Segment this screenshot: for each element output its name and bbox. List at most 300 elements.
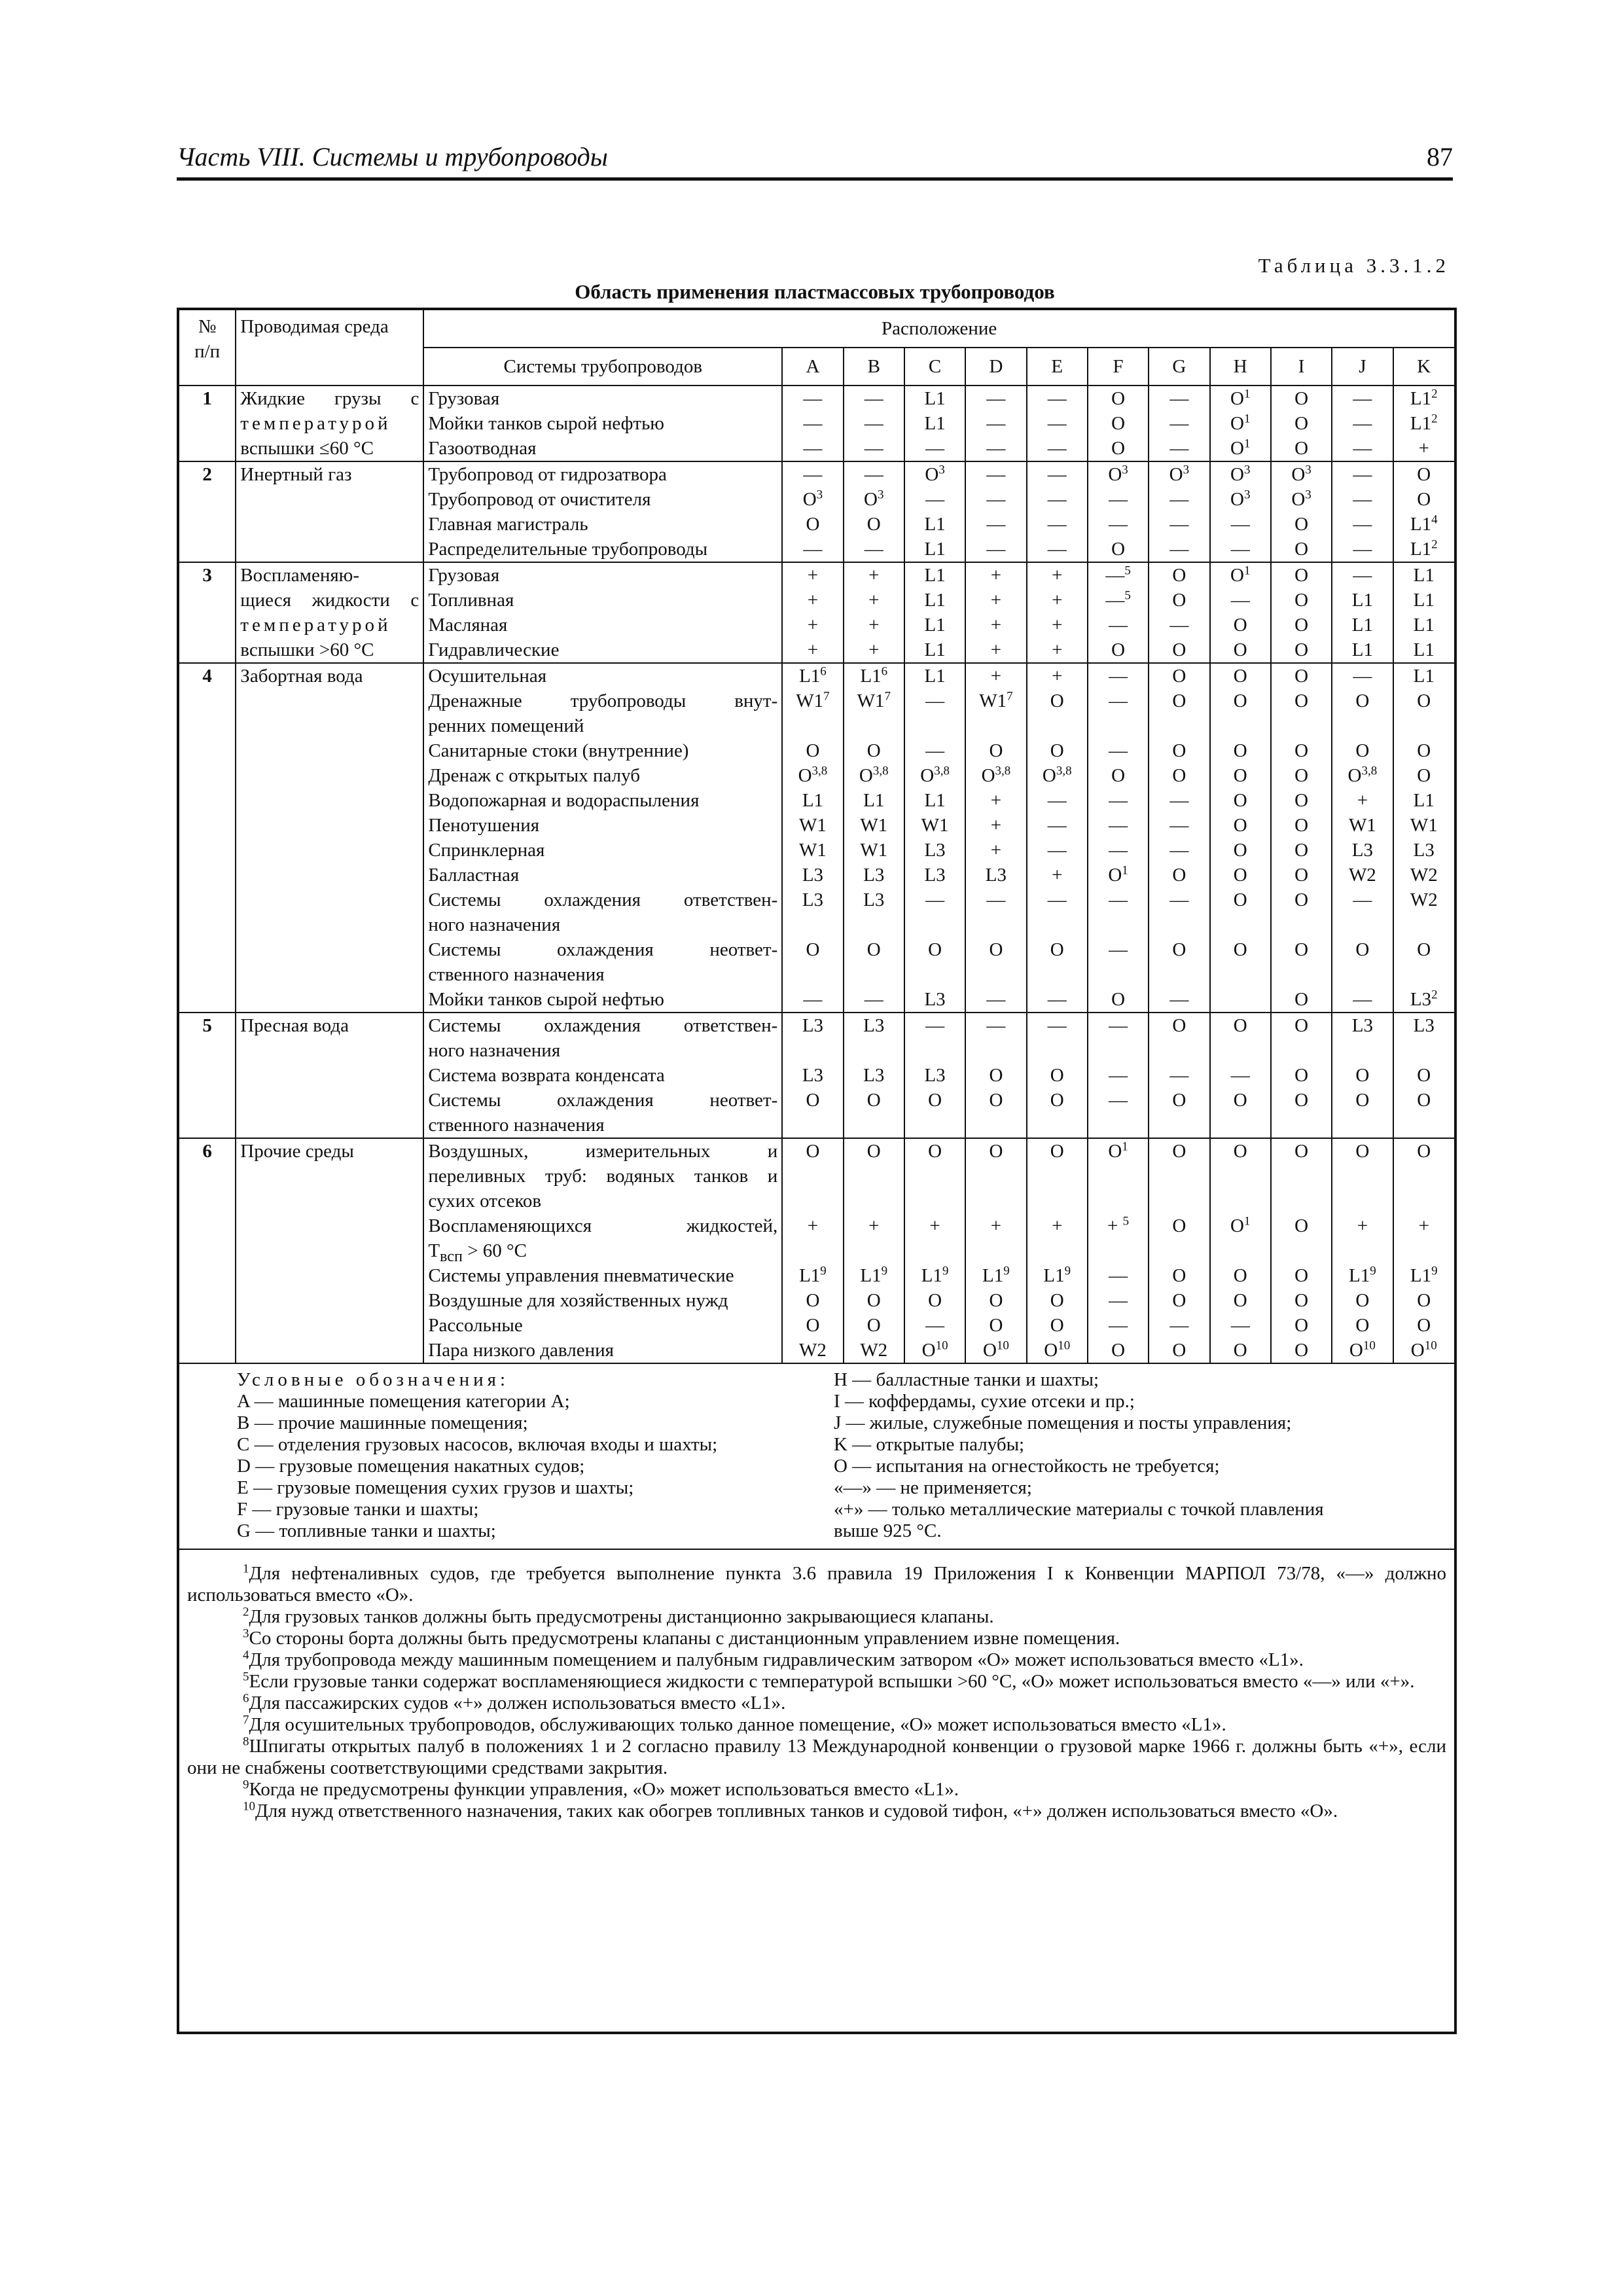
cell-value: — — [986, 989, 1006, 1010]
cell-value: $O^1$ — [1230, 412, 1251, 434]
cell-value: + — [868, 565, 880, 586]
cell-value: + — [807, 639, 819, 660]
cell-value: O — [1172, 1215, 1186, 1236]
cell-value: + — [1418, 438, 1429, 459]
system-name-line: ственного назначения — [428, 964, 605, 985]
cell-value: $L1^2$ — [1410, 537, 1438, 560]
cell-value: + — [990, 815, 1002, 836]
cell-value: O — [1233, 889, 1247, 910]
group-row — [179, 1138, 1454, 1363]
location-column-g — [1149, 461, 1209, 562]
cell-value: L1 — [1413, 615, 1435, 636]
cell-value: O — [1294, 388, 1309, 409]
cell-value: — — [864, 464, 883, 485]
cell-value: O — [1417, 939, 1431, 960]
cell-value: — — [1109, 691, 1128, 711]
cell-value: — — [1109, 790, 1128, 811]
cell-value: W2 — [1410, 865, 1438, 886]
cell-value: L3 — [863, 1065, 885, 1086]
column-header-e: E — [1027, 348, 1088, 386]
cell-value: — — [1109, 1015, 1128, 1036]
location-column-b — [844, 461, 904, 562]
system-name-line: Санитарные стоки (внутренние) — [428, 740, 689, 761]
system-name-line: Масляная — [428, 615, 508, 636]
legend-item: F — грузовые танки и шахты; — [237, 1499, 479, 1520]
medium-line: температурой — [240, 413, 391, 434]
location-column-b — [844, 386, 904, 461]
cell-value: $L1^6$ — [799, 664, 827, 687]
cell-value: L1 — [802, 790, 824, 811]
cell-value: L1 — [1351, 615, 1373, 636]
location-column-i — [1271, 1013, 1332, 1138]
medium-line: Инертный газ — [240, 464, 352, 485]
cell-value: O — [1050, 1290, 1064, 1311]
group-row — [179, 562, 1454, 663]
system-name-line: $Т_{всп} > 60$ °С — [428, 1240, 527, 1265]
cell-value: — — [1353, 514, 1372, 535]
system-name-line: переливных труб: водяных танков и — [428, 1166, 778, 1187]
cell-value: — — [986, 889, 1006, 910]
cell-value: W1 — [1410, 815, 1438, 836]
location-column-h — [1210, 386, 1271, 461]
cell-value: O — [1172, 1340, 1186, 1361]
cell-value: — — [1169, 790, 1189, 811]
cell-value: O — [866, 1290, 881, 1311]
system-name-line: Мойки танков сырой нефтью — [428, 413, 664, 434]
group-medium — [236, 1013, 423, 1138]
cell-value: — — [1169, 388, 1189, 409]
group-number: 1 — [179, 386, 236, 461]
cell-value: $O^{10}$ — [1349, 1338, 1376, 1361]
cell-value: $L1^9$ — [799, 1264, 827, 1286]
location-column-j — [1332, 1138, 1393, 1363]
location-column-k — [1393, 461, 1454, 562]
cell-value: L1 — [924, 790, 946, 811]
cell-value: O — [1355, 1141, 1370, 1162]
location-column-d — [965, 1013, 1026, 1138]
cell-value: O — [1233, 939, 1247, 960]
medium-line: Пресная вода — [240, 1015, 349, 1036]
cell-value: — — [1109, 1265, 1128, 1286]
footnote: $^6$Для пассажирских судов «+» должен использоваться вместо «L1». — [243, 1691, 786, 1713]
cell-value: — — [1047, 815, 1067, 836]
cell-value: W2 — [1348, 865, 1376, 886]
cell-value: O$^{3,8}$ — [1042, 764, 1072, 786]
cell-value — [1211, 987, 1270, 1012]
cell-value: O — [1233, 1265, 1247, 1286]
cell-value: L1 — [1413, 790, 1435, 811]
cell-value: L3 — [802, 1015, 824, 1036]
cell-value: L3 — [1351, 1015, 1373, 1036]
header-medium: Проводимая среда — [236, 310, 423, 386]
cell-value: — — [1169, 989, 1189, 1010]
location-column-d — [965, 386, 1026, 461]
cell-value: O — [1417, 691, 1431, 711]
cell-value: L1 — [924, 539, 946, 560]
cell-value: O — [1294, 989, 1309, 1010]
system-name-line: Топливная — [428, 590, 514, 611]
legend-item: A — машинные помещения категории A; — [237, 1391, 570, 1412]
cell-value: — — [1047, 889, 1067, 910]
group-row — [179, 461, 1454, 562]
cell-value: O — [1294, 590, 1309, 611]
location-column-g — [1149, 1013, 1209, 1138]
cell-value: O — [1294, 765, 1309, 786]
cell-value: — — [1109, 1065, 1128, 1086]
cell-value: L3 — [1413, 1015, 1435, 1036]
group-row — [179, 663, 1454, 1013]
cell-value: O — [928, 939, 942, 960]
location-column-f — [1088, 562, 1149, 663]
system-name-line: Дренажные трубопроводы внут- — [428, 691, 778, 711]
cell-value: — — [925, 1015, 945, 1036]
cell-value: L3 — [985, 865, 1007, 886]
cell-value: + — [990, 666, 1002, 687]
cell-value: $O^1$ — [1108, 1139, 1128, 1162]
cell-value: O$^{3,8}$ — [859, 764, 889, 786]
cell-value: + — [1357, 790, 1368, 811]
cell-value: L1 — [1413, 565, 1435, 586]
cell-value: — — [864, 388, 883, 409]
cell-value: O — [1172, 691, 1186, 711]
cell-value: O — [1294, 1141, 1309, 1162]
location-column-f — [1088, 461, 1149, 562]
footnote: $^9$Когда не предусмотрены функции управления, «O» может использоваться вместо «L1». — [243, 1778, 959, 1800]
cell-value: O — [1294, 639, 1309, 660]
location-column-i — [1271, 562, 1332, 663]
cell-value: — — [1353, 989, 1372, 1010]
cell-value: — — [1047, 790, 1067, 811]
cell-value: O — [928, 1290, 942, 1311]
cell-value: $L1^2$ — [1410, 387, 1438, 409]
cell-value: O — [866, 1315, 881, 1336]
system-name-line: Рассольные — [428, 1315, 523, 1336]
cell-value: + — [990, 840, 1002, 861]
location-column-c — [904, 562, 965, 663]
cell-value: $W1^7$ — [979, 689, 1013, 711]
location-column-e — [1027, 1013, 1088, 1138]
location-column-d — [965, 1138, 1026, 1363]
location-column-e — [1027, 663, 1088, 1013]
system-name-line: Пара низкого давления — [428, 1340, 614, 1361]
system-name-line: Трубопровод от гидрозатвора — [428, 464, 667, 485]
cell-value: O — [1233, 1290, 1247, 1311]
cell-value: O — [866, 1090, 881, 1111]
legend-item: O — испытания на огнестойкость не требуется; — [834, 1456, 1220, 1477]
footnote: $^5$Если грузовые танки содержат воспламеняющиеся жидкости с температурой вспышки >60 °С, «O» может использоваться вместо «—» или «+». — [243, 1670, 1415, 1692]
cell-value: O — [1294, 438, 1309, 459]
cell-value: O — [1294, 865, 1309, 886]
location-column-k — [1393, 562, 1454, 663]
legend — [179, 1364, 1454, 1550]
cell-value: + — [1357, 1215, 1368, 1236]
location-column-c — [904, 663, 965, 1013]
cell-value: O — [1294, 1015, 1309, 1036]
cell-value: O — [806, 1315, 820, 1336]
location-column-b — [844, 1138, 904, 1363]
location-column-i — [1271, 461, 1332, 562]
applicability-table — [179, 310, 1454, 1364]
cell-value: — — [1047, 514, 1067, 535]
table-frame — [177, 308, 1457, 2034]
group-row — [179, 1013, 1454, 1138]
cell-value: — — [1353, 666, 1372, 687]
cell-value: + — [1052, 615, 1063, 636]
cell-value: + — [990, 1215, 1002, 1236]
location-column-e — [1027, 1138, 1088, 1363]
cell-value: O — [1294, 939, 1309, 960]
cell-value: O — [1355, 939, 1370, 960]
column-header-j: J — [1332, 348, 1393, 386]
system-name-line: Газоотводная — [428, 438, 537, 459]
cell-value: — — [864, 413, 883, 434]
footnote: $^2$Для грузовых танков должны быть предусмотрены дистанционно закрывающиеся клапаны. — [243, 1605, 994, 1627]
system-name-line: Воспламеняющихся жидкостей, — [428, 1215, 778, 1236]
cell-value: O — [806, 740, 820, 761]
cell-value: — — [1169, 1065, 1189, 1086]
cell-value: — — [1169, 413, 1189, 434]
cell-value: L3 — [924, 865, 946, 886]
cell-value: — — [1109, 489, 1128, 510]
cell-value: — — [1047, 489, 1067, 510]
location-column-f — [1088, 1138, 1149, 1363]
cell-value: — — [1047, 539, 1067, 560]
location-column-e — [1027, 386, 1088, 461]
cell-value: + — [868, 615, 880, 636]
cell-value: $O^3$ — [925, 463, 945, 485]
group-number: 4 — [179, 663, 236, 1013]
cell-value: — — [1353, 565, 1372, 586]
cell-value: O — [1294, 740, 1309, 761]
medium-line: вспышки ≤60 °С — [240, 438, 374, 459]
cell-value: + — [868, 639, 880, 660]
cell-value: — — [925, 740, 945, 761]
cell-value: — — [803, 438, 823, 459]
cell-value: O — [1233, 1340, 1247, 1361]
location-column-k — [1393, 386, 1454, 461]
system-name-line: Пенотушения — [428, 815, 540, 836]
footnote: $^3$Со стороны борта должны быть предусмотрены клапаны с дистанционным управлением извне помещения. — [243, 1626, 1120, 1649]
cell-value: $W1^7$ — [857, 689, 891, 711]
location-column-j — [1332, 663, 1393, 1013]
group-number: 5 — [179, 1013, 236, 1138]
header-num — [179, 310, 236, 386]
column-header-b: B — [844, 348, 904, 386]
cell-value: — — [1230, 1065, 1250, 1086]
cell-value: O — [1233, 691, 1247, 711]
cell-value: O — [1172, 565, 1186, 586]
table-title: Область применения пластмассовых трубопроводов — [575, 280, 1055, 303]
location-column-k — [1393, 1013, 1454, 1138]
cell-value: O — [1050, 939, 1064, 960]
cell-value: — — [1169, 438, 1189, 459]
cell-value: O — [1294, 615, 1309, 636]
location-column-a — [782, 386, 843, 461]
medium-line: Воспламеняю- — [240, 565, 359, 586]
location-column-j — [1332, 1013, 1393, 1138]
cell-value: L1 — [924, 388, 946, 409]
cell-value: O — [1417, 1141, 1431, 1162]
cell-value: $O^3$ — [1291, 488, 1311, 510]
cell-value: — — [1353, 489, 1372, 510]
cell-value: W1 — [921, 815, 949, 836]
cell-value: — — [1230, 590, 1250, 611]
cell-value: O — [1417, 1315, 1431, 1336]
legend-item: H — балластные танки и шахты; — [834, 1369, 1099, 1390]
cell-value: L3 — [802, 889, 824, 910]
cell-value: + — [990, 615, 1002, 636]
cell-value: O — [1355, 1315, 1370, 1336]
cell-value: — — [1109, 1315, 1128, 1336]
cell-value: O — [1172, 765, 1186, 786]
system-name-line: Воздушные для хозяйственных нужд — [428, 1290, 728, 1311]
cell-value: — — [864, 438, 883, 459]
cell-value: L3 — [924, 989, 946, 1010]
location-column-g — [1149, 1138, 1209, 1363]
column-header-f: F — [1088, 348, 1149, 386]
location-column-k — [1393, 663, 1454, 1013]
cell-value: + — [990, 790, 1002, 811]
cell-value: O — [1417, 464, 1431, 485]
cell-value: — — [1109, 1290, 1128, 1311]
cell-value: O — [1111, 388, 1126, 409]
cell-value: O — [1111, 539, 1126, 560]
location-column-a — [782, 461, 843, 562]
system-name-line: Воздушных, измерительных и — [428, 1141, 778, 1162]
cell-value: O — [866, 514, 881, 535]
cell-value: O — [1111, 1340, 1126, 1361]
cell-value: O — [1233, 840, 1247, 861]
cell-value: $O^{10}$ — [921, 1338, 948, 1361]
cell-value: + — [1052, 1215, 1063, 1236]
cell-value: W1 — [860, 815, 888, 836]
cell-value: — — [1047, 413, 1067, 434]
cell-value: O — [1233, 740, 1247, 761]
cell-value: W1 — [798, 815, 827, 836]
cell-value: L1 — [1351, 590, 1373, 611]
cell-value: — — [1109, 615, 1128, 636]
cell-value: O — [989, 939, 1003, 960]
cell-value: $O^3$ — [1230, 463, 1251, 485]
cell-value: O — [1294, 790, 1309, 811]
legend-lead: Условные обозначения: — [237, 1369, 510, 1390]
cell-value: O — [989, 740, 1003, 761]
cell-value: L1 — [1351, 639, 1373, 660]
legend-item: «—» — не применяется; — [834, 1477, 1032, 1498]
system-name-line: сухих отсеков — [428, 1191, 542, 1211]
cell-value: W2 — [860, 1340, 888, 1361]
cell-value: O — [1417, 740, 1431, 761]
cell-value: O — [806, 939, 820, 960]
cell-value: O — [1417, 1065, 1431, 1086]
system-name-line: ственного назначения — [428, 1115, 605, 1136]
legend-item: C — отделения грузовых насосов, включая входы и шахты; — [237, 1434, 718, 1455]
cell-value: $L1^9$ — [1349, 1264, 1376, 1286]
location-column-a — [782, 1013, 843, 1138]
cell-value: O — [866, 939, 881, 960]
cell-value: O — [1050, 1315, 1064, 1336]
group-medium — [236, 461, 423, 562]
cell-value: — — [1109, 939, 1128, 960]
group-number: 2 — [179, 461, 236, 562]
cell-value: O — [806, 1141, 820, 1162]
medium-line: Жидкие грузы с — [240, 388, 419, 409]
cell-value: L3 — [863, 865, 885, 886]
system-name-line: Грузовая — [428, 388, 500, 409]
cell-value: $O^1$ — [1230, 387, 1251, 409]
cell-value: — — [1109, 840, 1128, 861]
cell-value: $O^{10}$ — [1410, 1338, 1437, 1361]
cell-value: O — [1294, 815, 1309, 836]
cell-value: O — [1050, 740, 1064, 761]
cell-value: W1 — [860, 840, 888, 861]
system-name-line: Мойки танков сырой нефтью — [428, 989, 664, 1010]
cell-value: — — [1169, 1315, 1189, 1336]
location-column-c — [904, 1138, 965, 1363]
cell-value: O — [1233, 639, 1247, 660]
cell-value: — — [1047, 438, 1067, 459]
cell-value: — — [986, 438, 1006, 459]
cell-value: + — [868, 1215, 880, 1236]
cell-value: — — [1109, 889, 1128, 910]
cell-value: L1 — [1413, 590, 1435, 611]
system-name-line: Системы охлаждения неответ- — [428, 939, 778, 960]
cell-value: + $^5$ — [1107, 1214, 1130, 1236]
system-name-line: Трубопровод от очистителя — [428, 489, 651, 510]
column-header-g: G — [1149, 348, 1209, 386]
footnote: $^7$Для осушительных трубопроводов, обслуживающих только данное помещение, «O» может использоваться вместо «L1». — [243, 1713, 1226, 1735]
location-column-d — [965, 562, 1026, 663]
cell-value: L1 — [924, 514, 946, 535]
legend-item: B — прочие машинные помещения; — [237, 1412, 528, 1433]
cell-value: O — [1294, 1290, 1309, 1311]
cell-value: — — [1169, 615, 1189, 636]
cell-value: O — [1111, 438, 1126, 459]
cell-value: O — [1294, 1265, 1309, 1286]
cell-value: L1 — [924, 590, 946, 611]
cell-value: O — [1294, 413, 1309, 434]
cell-value: O — [928, 1141, 942, 1162]
cell-value: O — [1111, 989, 1126, 1010]
cell-value: —$^5$ — [1105, 564, 1131, 586]
cell-value: O — [1355, 1290, 1370, 1311]
group-systems — [423, 562, 782, 663]
cell-value: — — [1353, 464, 1372, 485]
cell-value: L3 — [1413, 840, 1435, 861]
cell-value: W1 — [1348, 815, 1376, 836]
footnote: $^1$Для нефтеналивных судов, где требуется выполнение пункта 3.6 правила 19 Приложения I к Конвенции МАРПОЛ 73/78, «—» должно использоваться вместо «O». — [187, 1562, 1446, 1605]
header-title: Часть VIII. Системы и трубопроводы — [177, 142, 608, 171]
cell-value: — — [803, 388, 823, 409]
cell-value: — — [1109, 666, 1128, 687]
cell-value: $O^3$ — [1291, 463, 1311, 485]
cell-value: O — [1294, 889, 1309, 910]
system-name-line: ного назначения — [428, 1040, 561, 1061]
system-name-line: Системы управления пневматические — [428, 1265, 734, 1286]
cell-value: — — [1230, 539, 1250, 560]
cell-value: — — [1109, 1090, 1128, 1111]
group-row — [179, 386, 1454, 461]
location-column-f — [1088, 1013, 1149, 1138]
cell-value: $L1^6$ — [860, 664, 888, 687]
cell-value: — — [803, 413, 823, 434]
cell-value: $L1^9$ — [921, 1264, 949, 1286]
legend-item: I — коффердамы, сухие отсеки и пр.; — [834, 1391, 1135, 1412]
cell-value: O — [1172, 1141, 1186, 1162]
cell-value: $O^3$ — [1169, 463, 1190, 485]
system-name-line: Балластная — [428, 865, 520, 886]
cell-value: — — [986, 464, 1006, 485]
